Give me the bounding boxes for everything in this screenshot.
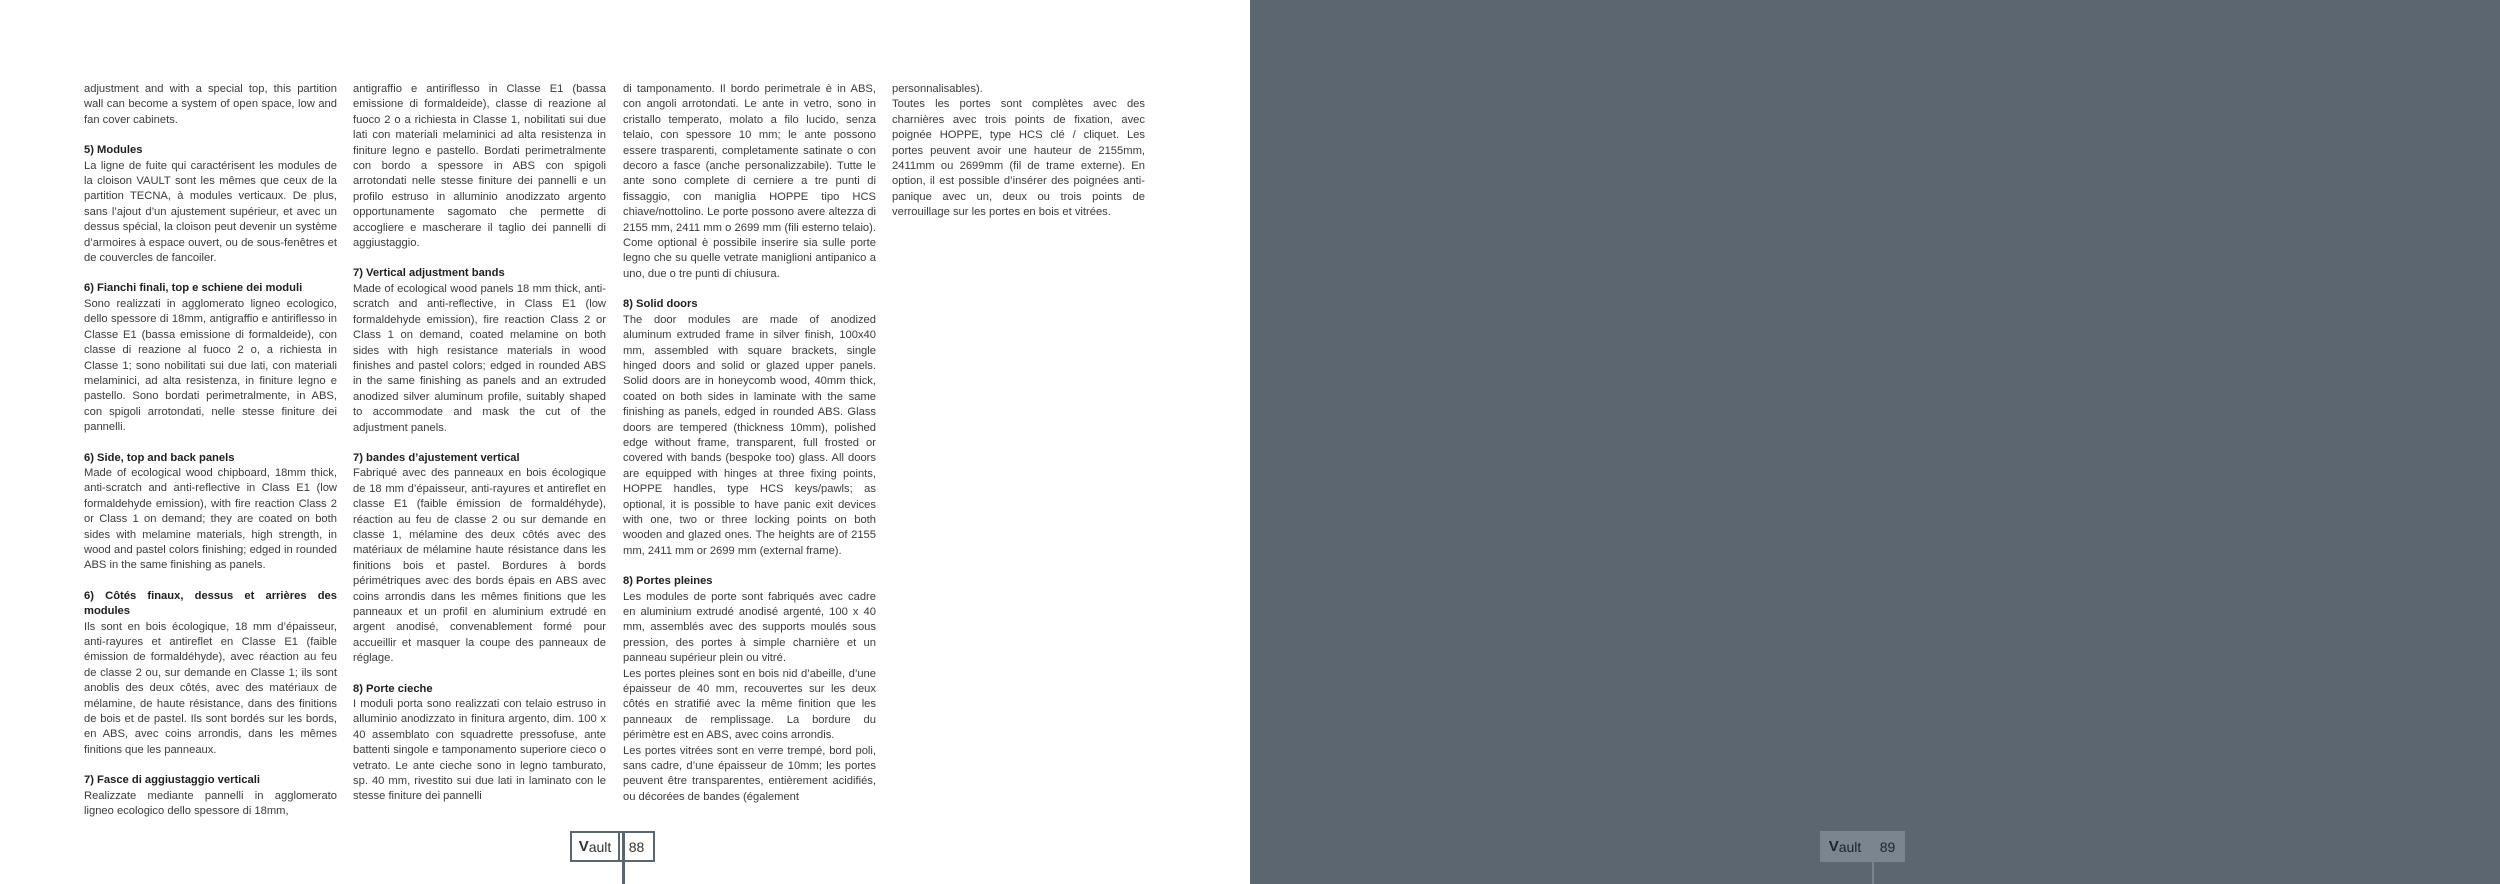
vault-logo: [570, 831, 620, 862]
text-section: [892, 82, 1145, 221]
section-heading: 8) Portes pleines: [623, 575, 713, 588]
section-heading: 7) Vertical adjustment bands: [353, 267, 505, 280]
text-section: [84, 281, 337, 435]
section-heading: 8) Solid doors: [623, 298, 698, 311]
text-section: [84, 143, 337, 266]
section-paragraph: I moduli porta sono realizzati con telaio estruso in alluminio anodizzato in finitura argento, dim. 100 x 40 assemblato con squadrette pressofuse, ante battenti singole e tamponamento superiore cieco o vetrato. Le ante cieche sono in legno tamburato, sp. 40 mm, rivestito sui due lati in laminato con le stesse finiture dei pannelli: [353, 698, 606, 803]
section-paragraph: The door modules are made of anodized aluminum extruded frame in silver finish, 100x40 mm, assembled with square brackets, single hinged doors and solid or glazed upper panels. Solid doors are in honeycomb wood, 40mm thick, coated on both sides in laminate with the same finishing as panels, edged in rounded ABS. Glass doors are tempered (thickness 10mm), polished edge without frame, transparent, full frosted or covered with bands (bespoke too) glass. All doors are equipped with hinges at three fixing points, HOPPE handles, type HCS keys/pawls; as optional, it is possible to have panic exit devices with one, two or three locking points on both wooden and glazed ones. The heights are of 2155 mm, 2411 mm or 2699 mm (external frame).: [623, 313, 876, 557]
section-heading: 7) Fasce di aggiustaggio verticali: [84, 774, 260, 787]
text-section: [84, 451, 337, 574]
text-section: [84, 773, 337, 819]
right-page-footer: [1820, 831, 1905, 862]
section-paragraph: Fabriqué avec des panneaux en bois écologique de 18 mm d’épaisseur, anti-rayures et antireflet en classe E1 (faible émission de formaldéhyde), réaction au feu de classe 2 ou sur demande en classe 1, mélamine des deux côtés avec des matériaux de mélamine haute résistance dans les finitions bois et pastel. Bordures à bords périmétriques avec des bords épais en ABS avec coins arrondis dans les mêmes finitions que les panneaux et un profil en aluminium extrudé en argent anodisé, convenablement formé pour accueillir et masquer la coupe des panneaux de réglage.: [353, 467, 606, 665]
section-paragraph: Realizzate mediante pannelli in agglomerato ligneo ecologico dello spessore di 18mm,: [84, 789, 337, 818]
section-paragraph: di tamponamento. Il bordo perimetrale è in ABS, con angoli arrotondati. Le ante in vetro, sono in cristallo temperato, molato a filo lucido, senza telaio, con spessore 10 mm; le ante possono essere trasparenti, completamente satinate o con decoro a fasce (anche personalizzabile). Tutte le ante sono complete di cerniere a tre punti di fissaggio, con maniglia HOPPE tipo HCS chiave/nottolino. Le porte possono avere altezza di 2155 mm, 2411 mm o 2699 mm (fili esterno telaio). Come optional è possibile inserire sia sulle porte legno che su quelle vetrate maniglioni antipanico a uno, due o tre punti di chiusura.: [623, 83, 876, 280]
section-heading: 6) Côtés finaux, dessus et arrières des modules: [84, 589, 337, 618]
section-paragraph: La ligne de fuite qui caractérisent les modules de la cloison VAULT sont les mêmes que ceux de la partition TECNA, à modules verticaux. De plus, sans l’ajout d’un ajustement supérieur, et avec un dessus spécial, la cloison peut devenir un système d’armoires à espace ouvert, ou de sous-fenêtres et de couvercles de fancoiler.: [84, 159, 337, 265]
section-heading: 5) Modules: [84, 144, 143, 157]
section-paragraph: Ils sont en bois écologique, 18 mm d’épaisseur, anti-rayures et antireflet en Classe E1 (faible émission de formaldéhyde), avec réaction au feu de classe 2 ou, sur demande en Classe 1; ils sont anoblis des deux côtés, avec des matériaux de mélamine, de haute résistance, dans des finitions de bois et de pastel. Ils sont bordés sur les bords, en ABS, avec coins arrondis, dans les mêmes finitions que les panneaux.: [84, 620, 337, 756]
section-paragraph: Toutes les portes sont complètes avec des charnières avec trois points de fixation, avec poignée HOPPE, type HCS clé / cliquet. Les portes peuvent avoir une hauteur de 2155mm, 2411mm ou 2699mm (fil de trame externe). En option, il est possible d’insérer des poignées anti-panique avec un, deux ou trois points de verrouillage sur les portes en bois et vitrées.: [892, 98, 1145, 219]
footer-divider: [622, 831, 625, 884]
section-paragraph: Made of ecological wood chipboard, 18mm thick, anti-scratch and anti-reflective in Class E1 (low formaldehyde emission), with fire reaction Class 2 or Class 1 on demand; they are coated on both sides with melamine materials, high strength, in wood and pastel colors finishing; edged in rounded ABS in the same finishing as panels.: [84, 466, 337, 572]
text-section: [353, 266, 606, 435]
text-section: [84, 82, 337, 128]
page-number: 89: [1870, 831, 1905, 862]
section-paragraph: antigraffio e antiriflesso in Classe E1 (bassa emissione di formaldeide), classe di reazione al fuoco 2 o a richiesta in Classe 1, nobilitati sui due lati con materiali melaminici ad alta resistenza in finiture legno e pastello. Bordati perimetralmente con bordo a spessore in ABS con spigoli arrotondati nelle stesse finiture dei pannelli e un profilo estruso in alluminio anodizzato argento opportunamente sagomato che permette di accogliere e mascherare il taglio dei pannelli di aggiustaggio.: [353, 83, 606, 250]
left-page-footer: [570, 831, 655, 862]
section-paragraph: Les portes vitrées sont en verre trempé, bord poli, sans cadre, d’une épaisseur de 10mm; les portes peuvent être transparentes, entièrement acidifiés, ou décorées de bandes (également: [623, 744, 876, 803]
logo-text: ault: [1838, 838, 1862, 855]
section-paragraph: adjustment and with a special top, this partition wall can become a system of open space, low and fan cover cabinets.: [84, 83, 337, 126]
section-paragraph: Les modules de porte sont fabriqués avec cadre en aluminium extrudé anodisé argenté, 100 x 40 mm, assemblés avec des supports moulés sous pression, des portes à simple charnière et un panneau supérieur plein ou vitré.: [623, 590, 876, 665]
section-paragraph: Made of ecological wood panels 18 mm thick, anti-scratch and anti-reflective, in Class E1 (low formaldehyde emission), fire reaction Class 2 or Class 1 on demand, coated melamine on both sides with high resistance materials in wood finishes and pastel colors; edged in rounded ABS in the same finishing as panels and an extruded anodized silver aluminum profile, suitably shaped to accommodate and mask the cut of the adjustment panels.: [353, 282, 606, 434]
text-section: [623, 82, 876, 282]
logo-letter-v: V: [1828, 838, 1839, 855]
text-section: [84, 589, 337, 758]
text-section: [623, 297, 876, 559]
right-page: [1250, 0, 2500, 884]
text-section: [623, 574, 876, 805]
text-column-3: [623, 82, 876, 820]
text-section: [353, 451, 606, 667]
vault-logo: [1820, 831, 1870, 862]
text-column-1: [84, 82, 337, 834]
section-paragraph: Les portes pleines sont en bois nid d’abeille, d’une épaisseur de 40 mm, recouvertes sur les deux côtés en stratifié avec la même finition que les panneaux de remplissage. La bordure du périmètre est en ABS, avec coins arrondis.: [623, 667, 876, 742]
footer-divider: [1872, 862, 1874, 884]
text-section: [353, 82, 606, 251]
logo-letter-v: V: [578, 838, 589, 855]
page-number: 88: [620, 831, 655, 862]
text-column-4: [892, 82, 1145, 236]
text-column-2: [353, 82, 606, 820]
section-heading: 6) Side, top and back panels: [84, 451, 235, 464]
section-heading: 8) Porte cieche: [353, 682, 433, 695]
section-heading: 6) Fianchi finali, top e schiene dei moduli: [84, 282, 303, 295]
logo-text: ault: [588, 838, 612, 855]
section-paragraph: Sono realizzati in agglomerato ligneo ecologico, dello spessore di 18mm, antigraffio e antiriflesso in Classe E1 (bassa emissione di formaldeide), con classe di reazione al fuoco 2 o, a richiesta in Classe 1; sono nobilitati sui due lati, con materiali melaminici, ad alta resistenza, in finiture legno e pastello. Sono bordati perimetralmente, in ABS, con spigoli arrotondati, nelle stesse finiture dei pannelli.: [84, 297, 337, 434]
text-section: [353, 682, 606, 805]
section-paragraph: personnalisables).: [892, 83, 983, 95]
section-heading: 7) bandes d’ajustement vertical: [353, 451, 520, 464]
